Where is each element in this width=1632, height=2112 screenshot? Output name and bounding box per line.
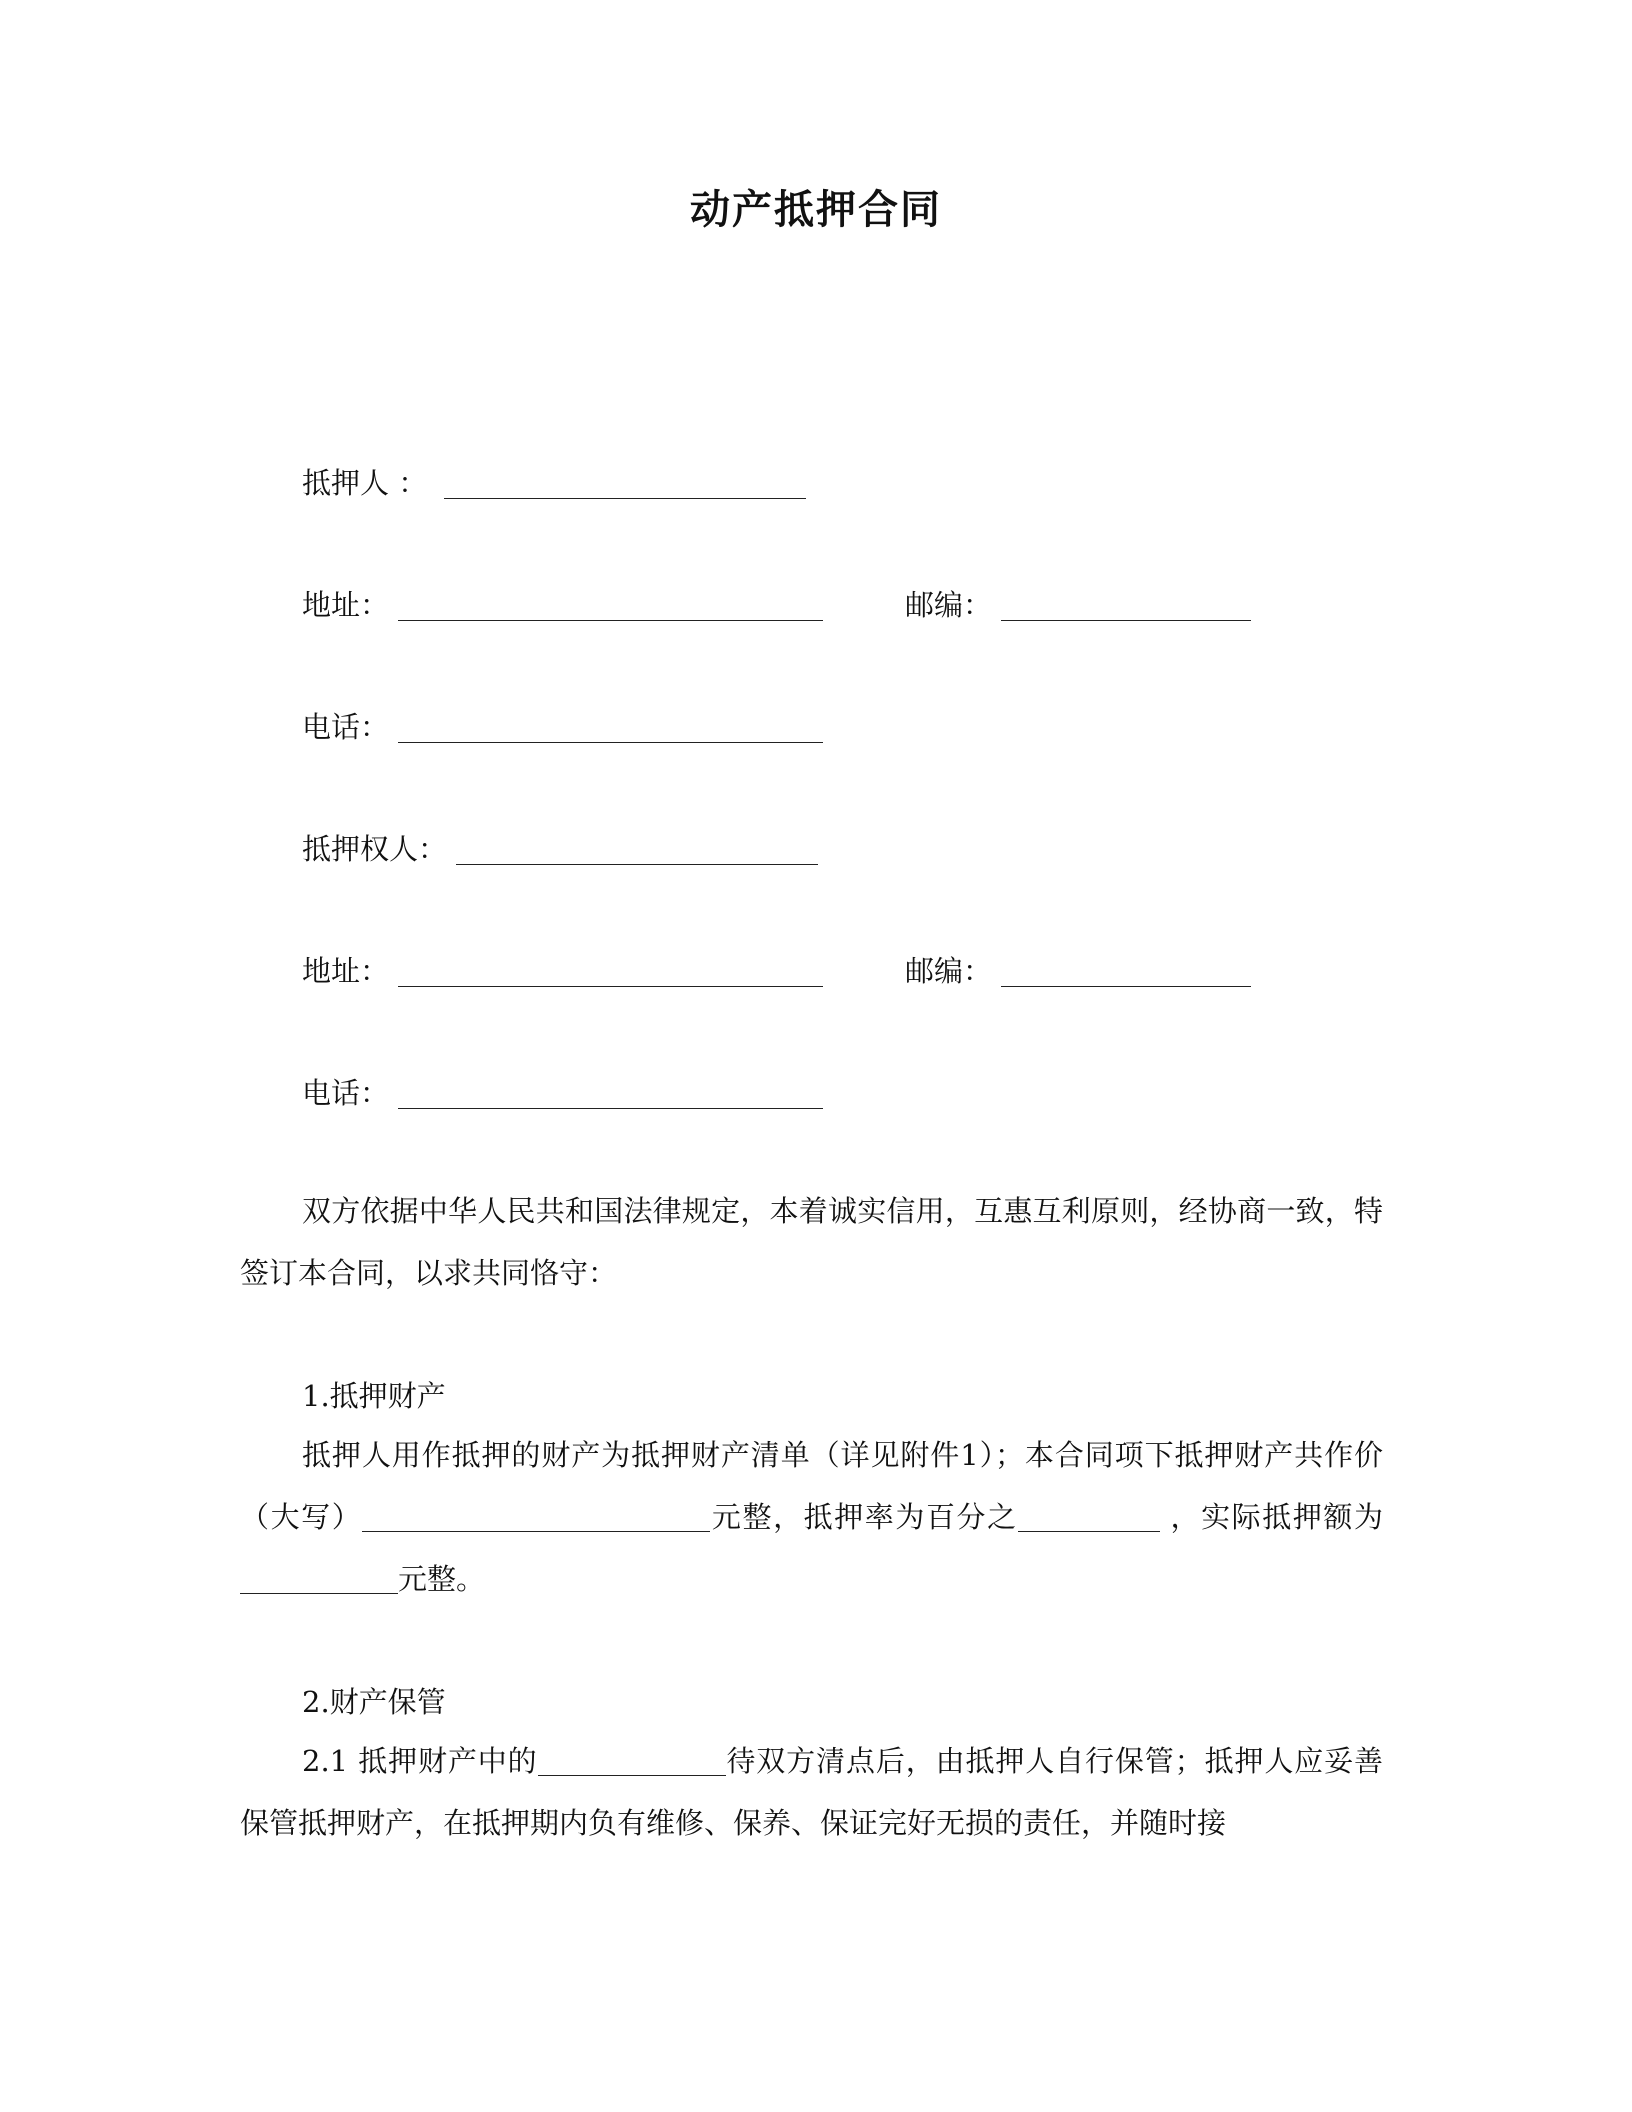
mortgagor-blank[interactable] bbox=[444, 464, 806, 499]
mortgagor-address-row bbox=[302, 586, 823, 621]
section1-text-4: 元整。 bbox=[398, 1562, 486, 1596]
section2-text-1: 2.1 抵押财产中的 bbox=[302, 1744, 538, 1778]
phone-label: 电话： bbox=[302, 710, 390, 744]
section1-text-1: 抵押人用作抵押的财产为抵押财产清单（详见附件1）；本合同项下抵押财产共作价（大写） bbox=[240, 1438, 1383, 1534]
mortgagor-label: 抵押人 ： bbox=[302, 466, 428, 500]
address-label: 地址： bbox=[302, 588, 390, 622]
mortgagee-address-row bbox=[302, 952, 823, 987]
section1-text-3: ，实际抵押额为 bbox=[1159, 1500, 1383, 1534]
mortgagor-address-blank[interactable] bbox=[398, 586, 823, 621]
mortgagor-row bbox=[302, 464, 806, 499]
mortgagee-zip-blank[interactable] bbox=[1001, 952, 1251, 987]
document-title: 动产抵押合同 bbox=[690, 187, 942, 233]
zip-label: 邮编： bbox=[905, 588, 993, 622]
zip-label: 邮编： bbox=[905, 954, 993, 988]
mortgagor-phone-row bbox=[302, 708, 823, 743]
section2-heading: 2.财产保管 bbox=[302, 1685, 446, 1719]
section2-paragraph bbox=[240, 1730, 1383, 1854]
mortgagor-phone-blank[interactable] bbox=[398, 708, 823, 743]
mortgagee-label: 抵押权人： bbox=[302, 832, 448, 866]
mortgagee-blank[interactable] bbox=[456, 830, 818, 865]
mortgagee-address-blank[interactable] bbox=[398, 952, 823, 987]
mortgagor-zip-row bbox=[905, 586, 1251, 621]
mortgagee-row bbox=[302, 830, 818, 865]
preamble-paragraph: 双方依据中华人民共和国法律规定，本着诚实信用，互惠互利原则，经协商一致，特签订本合同，以求共同恪守： bbox=[240, 1194, 1383, 1290]
phone-label: 电话： bbox=[302, 1076, 390, 1110]
rate-blank[interactable] bbox=[1018, 1501, 1160, 1532]
property-blank[interactable] bbox=[538, 1745, 726, 1776]
section2-text-2: 待双方清点后，由抵押人自行保管；抵押人应妥善保管抵押财产，在抵押期内负有维修、保养、保证完好无损的责任，并随时接 bbox=[240, 1744, 1383, 1840]
mortgagee-phone-blank[interactable] bbox=[398, 1074, 823, 1109]
mortgagee-phone-row bbox=[302, 1074, 823, 1109]
mortgagor-zip-blank[interactable] bbox=[1001, 586, 1251, 621]
amount-blank[interactable] bbox=[240, 1563, 398, 1594]
section1-paragraph bbox=[240, 1424, 1383, 1610]
address-label: 地址： bbox=[302, 954, 390, 988]
mortgagee-zip-row bbox=[905, 952, 1251, 987]
section1-text-2: 元整，抵押率为百分之 bbox=[710, 1500, 1018, 1534]
price-blank[interactable] bbox=[362, 1501, 710, 1532]
section1-heading: 1.抵押财产 bbox=[302, 1379, 446, 1413]
